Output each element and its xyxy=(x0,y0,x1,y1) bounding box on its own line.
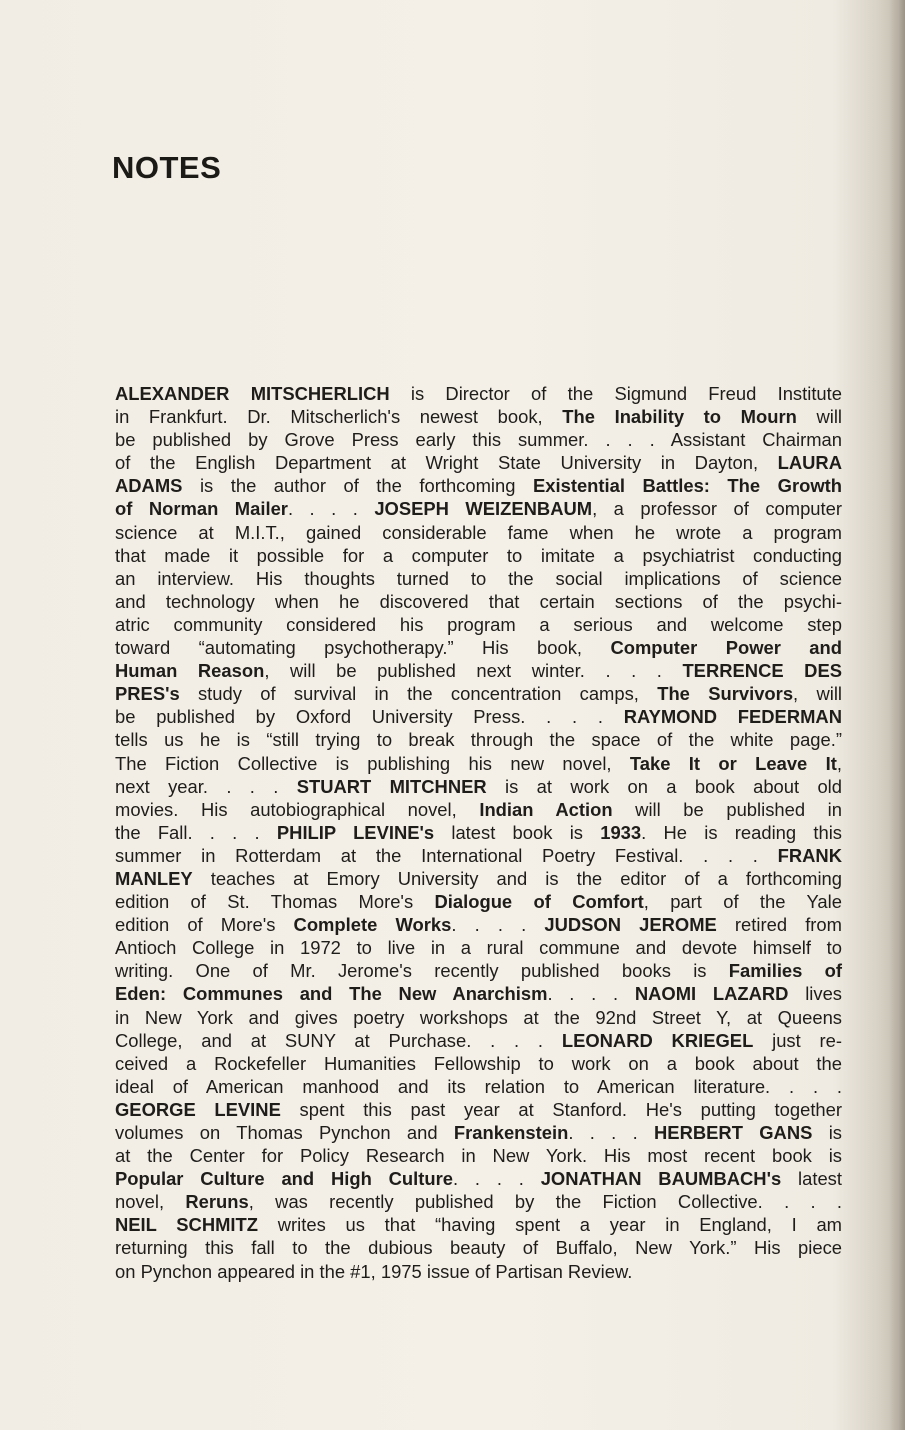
text-segment: is at work on a book about old xyxy=(486,775,842,797)
bold-text-segment: Complete Works xyxy=(293,914,452,936)
bold-text-segment: LEONARD KRIEGEL xyxy=(561,1029,754,1051)
bold-text-segment: TERRENCE DES xyxy=(682,660,842,682)
text-segment: retired from xyxy=(716,914,842,936)
text-line xyxy=(115,1167,842,1190)
text-segment: next year. . . . xyxy=(115,775,297,797)
text-segment: is xyxy=(812,1122,842,1143)
bold-text-segment: 1933 xyxy=(600,821,642,843)
notes-body xyxy=(115,382,842,1283)
bold-text-segment: LAURA xyxy=(777,452,842,474)
text-segment: of the English Department at Wright State University in Dayton, xyxy=(115,452,778,474)
text-line xyxy=(115,752,842,775)
bold-text-segment: Human Reason xyxy=(115,660,265,682)
text-segment: returning this fall to the dubious beauty of Buffalo, New York.” His piece xyxy=(115,1237,842,1259)
bold-text-segment: The Inability to Mourn xyxy=(562,406,797,428)
text-segment: the Fall. . . . xyxy=(115,821,277,843)
bold-text-segment: The Survivors xyxy=(657,683,794,705)
text-line xyxy=(115,775,842,798)
text-line xyxy=(115,521,842,544)
bold-text-segment: JUDSON JEROME xyxy=(544,914,717,936)
bold-text-segment: RAYMOND FEDERMAN xyxy=(623,706,842,728)
bold-text-segment: JOSEPH WEIZENBAUM xyxy=(374,498,593,520)
bold-text-segment: FRANK xyxy=(777,844,842,866)
text-segment: in Frankfurt. Dr. Mitscherlich's newest book, xyxy=(115,406,563,428)
text-segment: The Fiction Collective is publishing his new novel, xyxy=(115,752,630,774)
text-segment: will be published in xyxy=(612,798,842,820)
bold-text-segment: Take It or Leave It xyxy=(629,752,837,774)
text-line xyxy=(115,936,842,959)
text-line xyxy=(115,497,842,520)
bold-text-segment: Families of xyxy=(728,960,843,982)
text-line xyxy=(115,1190,842,1213)
bold-text-segment: ALEXANDER MITSCHERLICH xyxy=(115,383,390,404)
bold-text-segment: MANLEY xyxy=(115,867,193,889)
bold-text-segment: Existential Battles: The Growth xyxy=(532,475,842,497)
text-segment: , xyxy=(836,752,842,774)
text-segment: that made it possible for a computer to imitate a psychiatrist conducting xyxy=(115,544,842,566)
text-segment: writing. One of Mr. Jerome's recently published books is xyxy=(115,960,729,982)
text-segment: College, and at SUNY at Purchase. . . . xyxy=(115,1029,562,1051)
text-segment: at the Center for Policy Research in New York. His most recent book is xyxy=(115,1145,842,1167)
page-edge-shadow xyxy=(889,0,905,1430)
text-line xyxy=(115,821,842,844)
bold-text-segment: HERBERT GANS xyxy=(654,1122,813,1143)
text-segment: atric community considered his program a serious and welcome step xyxy=(115,613,842,635)
page-title: NOTES xyxy=(112,150,222,185)
text-line xyxy=(115,1236,842,1259)
text-line xyxy=(115,1075,842,1098)
text-line xyxy=(115,1121,842,1144)
bold-text-segment: STUART MITCHNER xyxy=(296,775,487,797)
text-segment: ideal of American manhood and its relation to American literature. . . . xyxy=(115,1075,842,1097)
text-line xyxy=(115,682,842,705)
text-segment: edition of More's xyxy=(115,914,294,936)
text-segment: ceived a Rockefeller Humanities Fellowship to work on a book about the xyxy=(115,1052,842,1074)
text-segment: , a professor of computer xyxy=(592,498,842,520)
text-segment: movies. His autobiographical novel, xyxy=(115,798,480,820)
text-segment: . . . . xyxy=(287,498,375,520)
text-segment: is Director of the Sigmund Freud Institute xyxy=(389,383,842,404)
bold-text-segment: Reruns xyxy=(185,1191,249,1213)
text-line xyxy=(115,659,842,682)
text-line xyxy=(115,1006,842,1029)
text-segment: will xyxy=(796,406,842,428)
text-segment: Antioch College in 1972 to live in a rural commune and devote himself to xyxy=(115,937,842,959)
text-line xyxy=(115,428,842,451)
text-line xyxy=(115,382,842,405)
text-line xyxy=(115,959,842,982)
text-segment: toward “automating psychotherapy.” His book, xyxy=(115,637,611,659)
text-segment: be published by Grove Press early this summer. . . . Assistant Chairman xyxy=(115,429,842,451)
bold-text-segment: GEORGE LEVINE xyxy=(115,1098,281,1120)
text-segment: . . . . xyxy=(451,914,545,936)
text-segment: lives xyxy=(788,983,842,1005)
text-segment: . . . . xyxy=(568,1122,655,1143)
text-segment: study of survival in the concentration camps, xyxy=(179,683,658,705)
text-segment: , was recently published by the Fiction Collective. . . . xyxy=(248,1191,842,1213)
text-segment: , will be published next winter. . . . xyxy=(264,660,683,682)
text-line xyxy=(115,451,842,474)
text-segment: . . . . xyxy=(453,1168,541,1190)
text-line xyxy=(115,867,842,890)
text-line xyxy=(115,798,842,821)
text-line xyxy=(115,590,842,613)
text-segment: , will xyxy=(793,683,842,705)
text-line xyxy=(115,1144,842,1167)
text-line xyxy=(115,844,842,867)
text-segment: be published by Oxford University Press. . . . xyxy=(115,706,624,728)
text-line xyxy=(115,982,842,1005)
bold-text-segment: NAOMI LAZARD xyxy=(634,983,789,1005)
text-line xyxy=(115,1260,842,1283)
text-line xyxy=(115,1098,842,1121)
text-segment: spent this past year at Stanford. He's putting together xyxy=(280,1098,843,1120)
text-segment: , part of the Yale xyxy=(643,891,842,913)
text-line xyxy=(115,405,842,428)
text-segment: summer in Rotterdam at the International Poetry Festival. . . . xyxy=(115,844,778,866)
text-segment: latest book is xyxy=(434,821,601,843)
text-line xyxy=(115,1029,842,1052)
text-line xyxy=(115,728,842,751)
text-segment: is the author of the forthcoming xyxy=(182,475,533,497)
bold-text-segment: Eden: Communes and The New Anarchism xyxy=(115,983,548,1005)
bold-text-segment: Indian Action xyxy=(479,798,613,820)
text-line xyxy=(115,1052,842,1075)
text-segment: . . . . xyxy=(547,983,635,1005)
text-line xyxy=(115,567,842,590)
bold-text-segment: of Norman Mailer xyxy=(115,498,288,520)
text-segment: on Pynchon appeared in the #1, 1975 issue of Partisan Review. xyxy=(115,1260,633,1282)
text-line xyxy=(115,613,842,636)
text-segment: latest xyxy=(781,1168,842,1190)
bold-text-segment: ADAMS xyxy=(115,475,183,497)
bold-text-segment: Dialogue of Comfort xyxy=(434,891,644,913)
bold-text-segment: Frankenstein xyxy=(453,1122,569,1143)
text-segment: teaches at Emory University and is the editor of a forthcoming xyxy=(192,867,842,889)
text-segment: an interview. His thoughts turned to the social implications of science xyxy=(115,567,842,589)
bold-text-segment: Computer Power and xyxy=(610,637,842,659)
bold-text-segment: JONATHAN BAUMBACH's xyxy=(540,1168,782,1190)
text-segment: and technology when he discovered that certain sections of the psychi- xyxy=(115,590,842,612)
text-line xyxy=(115,636,842,659)
text-segment: science at M.I.T., gained considerable fame when he wrote a program xyxy=(115,521,842,543)
text-line xyxy=(115,544,842,567)
text-line xyxy=(115,474,842,497)
text-line xyxy=(115,1213,842,1236)
text-segment: volumes on Thomas Pynchon and xyxy=(115,1122,454,1143)
text-line xyxy=(115,913,842,936)
bold-text-segment: Popular Culture and High Culture xyxy=(115,1168,453,1190)
text-segment: . He is reading this xyxy=(641,821,843,843)
text-segment: in New York and gives poetry workshops at the 92nd Street Y, at Queens xyxy=(115,1006,842,1028)
text-segment: edition of St. Thomas More's xyxy=(115,891,435,913)
text-segment: novel, xyxy=(115,1191,186,1213)
text-segment: writes us that “having spent a year in England, I am xyxy=(258,1214,842,1236)
bold-text-segment: PRES's xyxy=(115,683,180,705)
text-segment: just re- xyxy=(753,1029,842,1051)
bold-text-segment: PHILIP LEVINE's xyxy=(276,821,435,843)
text-segment: tells us he is “still trying to break through the space of the white page.” xyxy=(115,729,842,751)
text-line xyxy=(115,890,842,913)
text-line xyxy=(115,705,842,728)
bold-text-segment: NEIL SCHMITZ xyxy=(115,1214,259,1236)
